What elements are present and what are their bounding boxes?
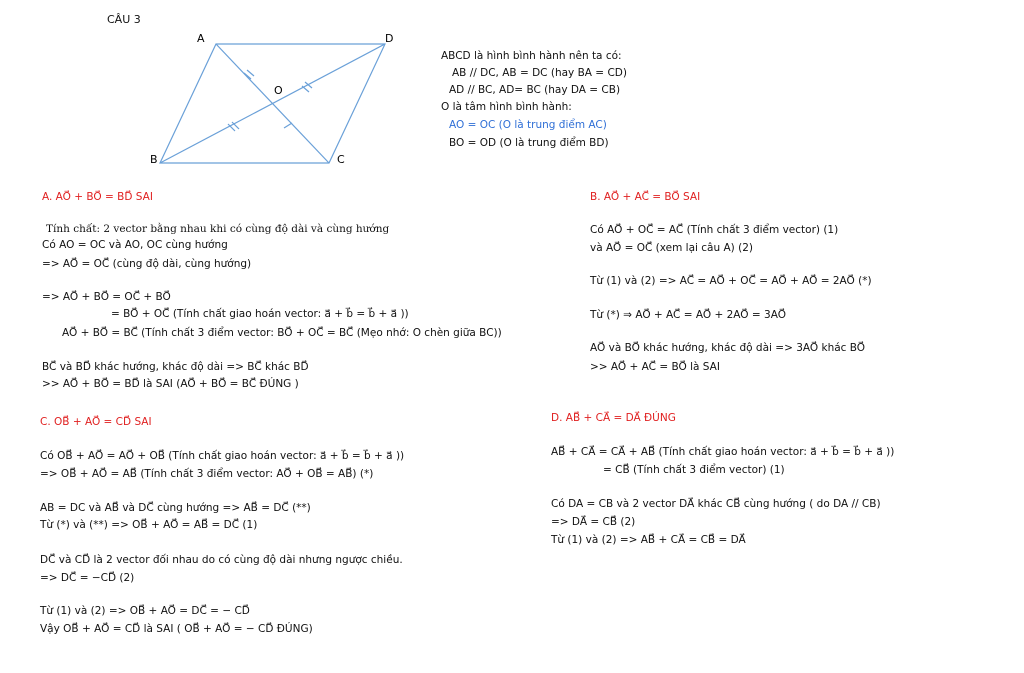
section-c-line: DC⃗ và CD⃗ là 2 vector đối nhau do có cùng độ dài nhưng ngược chiều. (40, 554, 403, 566)
section-c-line: Có OB⃗ + AO⃗ = AO⃗ + OB⃗ (Tính chất giao hoán vector: a⃗ + b⃗ = b⃗ + a⃗ )) (40, 450, 405, 462)
section-c-line: Từ (*) và (**) => OB⃗ + AO⃗ = AB⃗ = DC⃗ (1) (40, 519, 258, 531)
section-b-line: AO⃗ và BO⃗ khác hướng, khác độ dài => 3AO⃗ khác BO⃗ (590, 342, 866, 354)
intro-line: BO = OD (O là trung điểm BD) (449, 137, 609, 149)
section-a-line: => AO⃗ = OC⃗ (cùng độ dài, cùng hướng) (42, 258, 252, 270)
section-c-line: AB = DC và AB⃗ và DC⃗ cùng hướng => AB⃗ = DC⃗ (**) (40, 502, 311, 514)
section-a-line: = BO⃗ + OC⃗ (Tính chất giao hoán vector: a⃗ + b⃗ = b⃗ + a⃗ )) (111, 308, 409, 320)
section-d-line: => DA⃗ = CB⃗ (2) (551, 516, 636, 528)
intro-line: AD // BC, AD= BC (hay DA = CB) (449, 84, 621, 96)
intro-line: AB // DC, AB = DC (hay BA = CD) (452, 67, 627, 79)
section-a-heading: A. AO⃗ + BO⃗ = BD⃗ SAI (42, 191, 153, 203)
section-b-line: và AO⃗ = OC⃗ (xem lại câu A) (2) (590, 242, 753, 254)
section-d-line: AB⃗ + CA⃗ = CA⃗ + AB⃗ (Tính chất giao hoán vector: a⃗ + b⃗ = b⃗ + a⃗ )) (551, 446, 895, 458)
center-label-O: O (274, 84, 283, 97)
section-a-line: >> AO⃗ + BO⃗ = BD⃗ là SAI (AO⃗ + BO⃗ = BC⃗ ĐÚNG ) (42, 378, 299, 390)
parallelogram-figure (0, 0, 420, 175)
section-c-heading: C. OB⃗ + AO⃗ = CD⃗ SAI (40, 416, 152, 428)
question-title: CÂU 3 (107, 13, 141, 26)
section-b-heading: B. AO⃗ + AC⃗ = BO⃗ SAI (590, 191, 701, 203)
section-c-line: => OB⃗ + AO⃗ = AB⃗ (Tính chất 3 điểm vector: AO⃗ + OB⃗ = AB⃗) (*) (40, 468, 374, 480)
section-a-line: Tính chất: 2 vector bằng nhau khi có cùng độ dài và cùng hướng (46, 223, 390, 235)
section-d-line: = CB⃗ (Tính chất 3 điểm vector) (1) (603, 464, 785, 476)
section-d-line: Từ (1) và (2) => AB⃗ + CA⃗ = CB⃗ = DA⃗ (551, 534, 746, 546)
section-b-line: Có AO⃗ + OC⃗ = AC⃗ (Tính chất 3 điểm vector) (1) (590, 224, 839, 236)
section-a-line: => AO⃗ + BO⃗ = OC⃗ + BO⃗ (42, 291, 171, 303)
section-d-line: Có DA = CB và 2 vector DA⃗ khác CB⃗ cùng hướng ( do DA // CB) (551, 498, 881, 510)
section-c-line: Vậy OB⃗ + AO⃗ = CD⃗ là SAI ( OB⃗ + AO⃗ = − CD⃗ ĐÚNG) (40, 623, 313, 635)
section-a-line: Có AO = OC và AO, OC cùng hướng (42, 239, 228, 251)
section-b-line: Từ (*) ⇒ AO⃗ + AC⃗ = AO⃗ + 2AO⃗ = 3AO⃗ (590, 309, 786, 321)
intro-line: O là tâm hình bình hành: (441, 101, 572, 113)
vertex-label-B: B (150, 153, 158, 166)
section-a-line: BC⃗ và BD⃗ khác hướng, khác độ dài => BC⃗ khác BD⃗ (42, 361, 309, 373)
intro-line: AO = OC (O là trung điểm AC) (449, 119, 607, 131)
intro-line: ABCD là hình bình hành nên ta có: (441, 50, 622, 62)
section-c-line: => DC⃗ = −CD⃗ (2) (40, 572, 135, 584)
vertex-label-D: D (385, 32, 394, 45)
section-d-heading: D. AB⃗ + CA⃗ = DA⃗ ĐÚNG (551, 412, 676, 424)
vertex-label-A: A (197, 32, 205, 45)
vertex-label-C: C (337, 153, 345, 166)
section-b-line: >> AO⃗ + AC⃗ = BO⃗ là SAI (590, 361, 720, 373)
section-c-line: Từ (1) và (2) => OB⃗ + AO⃗ = DC⃗ = − CD⃗ (40, 605, 250, 617)
section-b-line: Từ (1) và (2) => AC⃗ = AO⃗ + OC⃗ = AO⃗ + AO⃗ = 2AO⃗ (*) (590, 275, 872, 287)
section-a-line: AO⃗ + BO⃗ = BC⃗ (Tính chất 3 điểm vector: BO⃗ + OC⃗ = BC⃗ (Mẹo nhớ: O chèn giữa BC)) (62, 327, 502, 339)
